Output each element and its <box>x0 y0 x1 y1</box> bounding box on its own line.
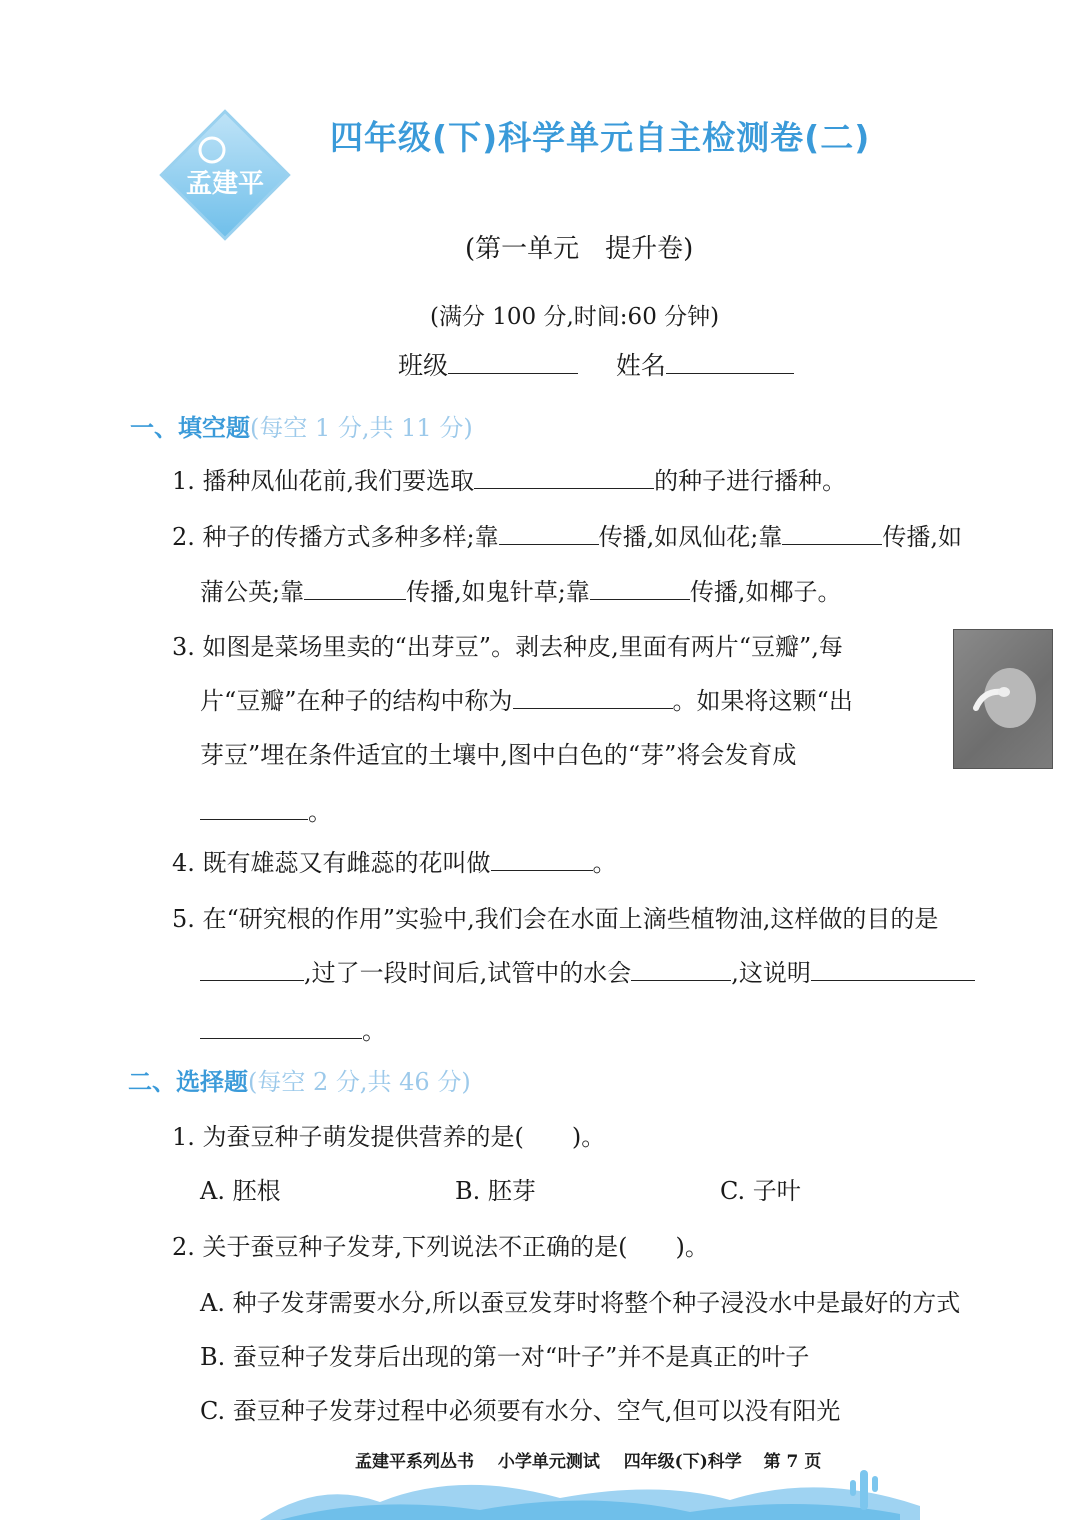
option-2-2-a[interactable]: A. 种子发芽需要水分,所以蚕豆发芽时将整个种子浸没水中是最好的方式 <box>200 1289 961 1317</box>
option-2-2-b[interactable]: B. 蚕豆种子发芽后出现的第一对“叶子”并不是真正的叶子 <box>200 1343 810 1371</box>
answer-blank[interactable] <box>474 487 654 489</box>
footer-grade: 四年级(下)科学 <box>623 1452 742 1472</box>
option-2-2-c[interactable]: C. 蚕豆种子发芽过程中必须要有水分、空气,但可以没有阳光 <box>200 1397 841 1425</box>
class-label: 班级 <box>398 351 449 380</box>
name-label: 姓名 <box>615 351 666 380</box>
answer-blank[interactable] <box>499 543 599 545</box>
option-2-1-b[interactable]: B. 胚芽 <box>455 1177 536 1205</box>
answer-blank[interactable] <box>513 707 673 709</box>
answer-blank[interactable] <box>200 1037 362 1039</box>
answer-blank[interactable] <box>491 869 593 871</box>
page-subtitle: (第一单元 提升卷) <box>465 234 694 264</box>
score-time-line: (满分 100 分,时间:60 分钟) <box>430 304 720 330</box>
answer-blank[interactable] <box>590 598 690 600</box>
section1-heading: 一、填空题(每空 1 分,共 11 分) <box>130 414 473 442</box>
footer-book: 小学单元测试 <box>497 1452 600 1472</box>
student-info <box>398 346 794 382</box>
question-2-1-stem: 1. 为蚕豆种子萌发提供营养的是( )。 <box>172 1123 606 1151</box>
question-1-4: 4. 既有雄蕊又有雌蕊的花叫做 。 <box>172 849 617 877</box>
question-1-5-line2: ,过了一段时间后,试管中的水会 ,这说明 <box>200 958 975 988</box>
section2-heading: 二、选择题(每空 2 分,共 46 分) <box>128 1068 471 1096</box>
answer-blank[interactable] <box>782 543 882 545</box>
question-2-2-stem: 2. 关于蚕豆种子发芽,下列说法不正确的是( )。 <box>172 1233 709 1261</box>
question-1-5-line3: 。 <box>200 1016 386 1046</box>
footer-text <box>355 1447 821 1472</box>
answer-blank[interactable] <box>200 818 308 820</box>
question-1-2-line2: 蒲公英;靠 传播,如鬼针草;靠 传播,如椰子。 <box>200 578 842 606</box>
question-1-3-line3: 芽豆”埋在条件适宜的土壤中,图中白色的“芽”将会发育成 <box>200 741 797 769</box>
bean-sprout-icon <box>954 630 1052 768</box>
footer-series: 孟建平系列丛书 <box>355 1452 474 1472</box>
footer-page-prefix: 第 <box>763 1452 781 1472</box>
answer-blank[interactable] <box>200 979 304 981</box>
logo-text: 孟建平 <box>185 169 265 199</box>
question-1-3-line4: 。 <box>200 797 332 827</box>
answer-blank[interactable] <box>304 598 406 600</box>
question-1-1: 1. 播种凤仙花前,我们要选取 的种子进行播种。 <box>172 467 847 495</box>
footer-page-suffix: 页 <box>804 1452 822 1472</box>
answer-blank[interactable] <box>811 979 975 981</box>
option-2-1-a[interactable]: A. 胚根 <box>200 1177 281 1205</box>
sprouted-bean-photo <box>953 629 1053 769</box>
question-1-5-line1: 5. 在“研究根的作用”实验中,我们会在水面上滴些植物油,这样做的目的是 <box>172 905 939 933</box>
question-1-3-line1: 3. 如图是菜场里卖的“出芽豆”。剥去种皮,里面有两片“豆瓣”,每 <box>172 633 843 661</box>
option-2-1-c[interactable]: C. 子叶 <box>720 1177 801 1205</box>
question-1-3-line2: 片“豆瓣”在种子的结构中称为 。如果将这颗“出 <box>200 687 853 715</box>
section2-note: (每空 2 分,共 46 分) <box>248 1068 471 1096</box>
page-title: 四年级(下)科学单元自主检测卷(二) <box>330 118 871 157</box>
answer-blank[interactable] <box>631 979 731 981</box>
question-1-2-line1: 2. 种子的传播方式多种多样;靠 传播,如凤仙花;靠 传播,如 <box>172 523 962 551</box>
publisher-logo <box>150 100 300 250</box>
footer-page-number: 7 <box>786 1452 799 1472</box>
section1-note: (每空 1 分,共 11 分) <box>250 414 473 442</box>
class-field[interactable] <box>448 372 578 374</box>
name-field[interactable] <box>666 372 794 374</box>
